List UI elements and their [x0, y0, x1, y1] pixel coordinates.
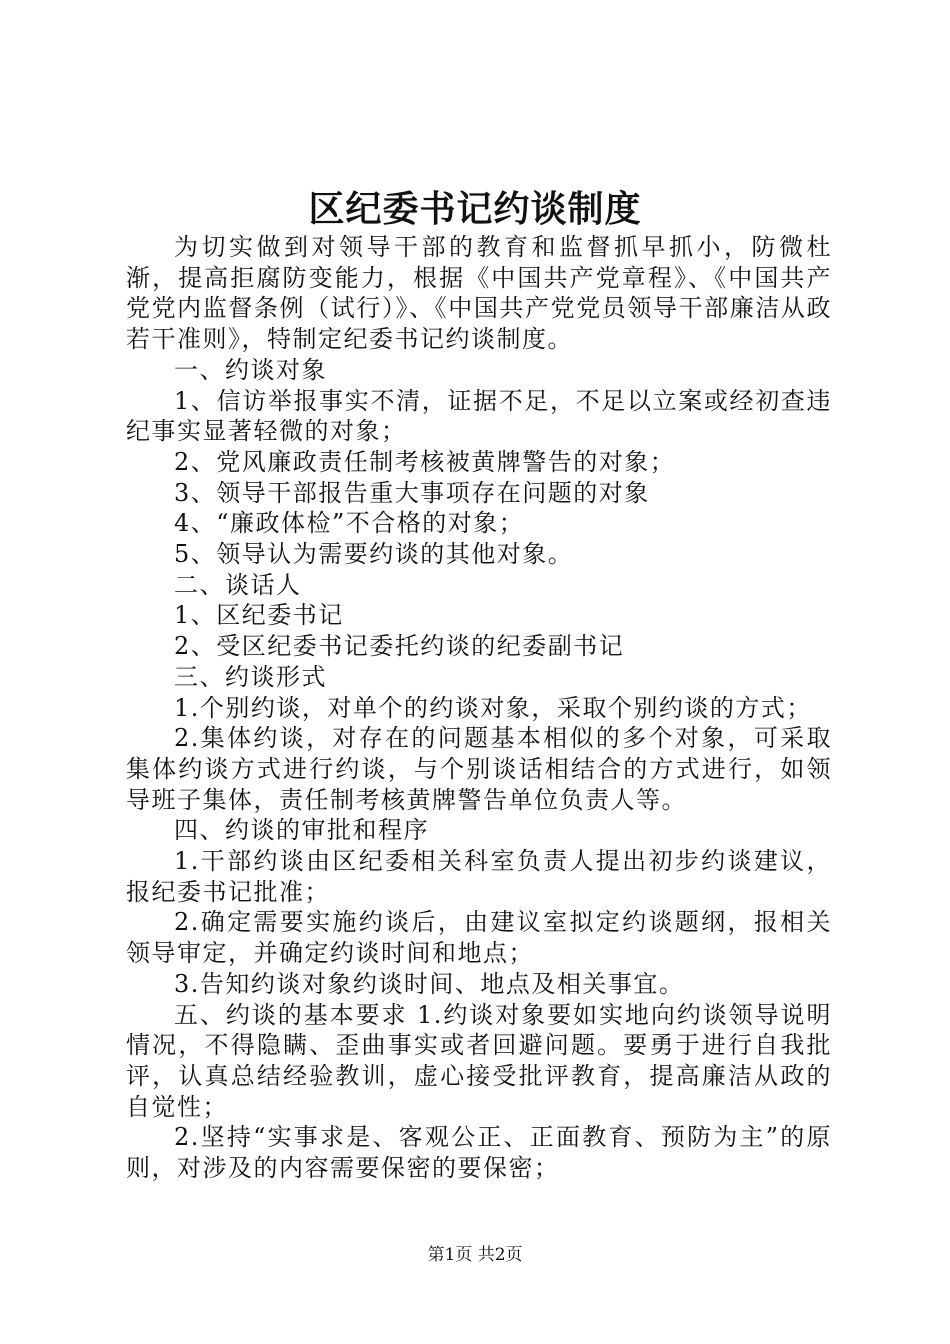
list-item: 4、“廉政体检”不合格的对象； — [174, 509, 525, 538]
list-item: 2.集体约谈，对存在的问题基本相似的多个对象，可采取集体约谈方式进行约谈，与个别谈话相结合的方式进行，如领导班子集体，责任制考核黄牌警告单位负责人等。 — [126, 724, 832, 814]
paragraph-intro: 为切实做到对领导干部的教育和监督抓早抓小，防微杜渐，提高拒腐防变能力，根据《中国共产党章程》、《中国共产党党内监督条例（试行）》、《中国共产党党员领导干部廉洁从政若干准则》，特制定纪委书记约谈制度。 — [126, 233, 832, 354]
list-item: 3、领导干部报告重大事项存在问题的对象 — [174, 478, 650, 507]
list-item: 2.坚持“实事求是、客观公正、正面教育、预防为主”的原则，对涉及的内容需要保密的要保密； — [126, 1123, 832, 1183]
section-heading-1: 一、约谈对象 — [174, 355, 327, 384]
list-item: 1.个别约谈，对单个的约谈对象，采取个别约谈的方式； — [174, 693, 812, 722]
list-item: 5、领导认为需要约谈的其他对象。 — [174, 540, 574, 569]
section-heading-2: 二、谈话人 — [174, 570, 302, 599]
document-body — [126, 232, 832, 1184]
section-heading-4: 四、约谈的审批和程序 — [174, 816, 429, 845]
section-heading-3: 三、约谈形式 — [174, 662, 327, 691]
list-item: 2、受区纪委书记委托约谈的纪委副书记 — [174, 632, 625, 661]
list-item: 1、区纪委书记 — [174, 601, 344, 630]
page-footer: 第1页 共2页 — [427, 1245, 523, 1265]
list-item: 1、信访举报事实不清，证据不足，不足以立案或经初查违纪事实显著轻微的对象； — [126, 386, 832, 446]
list-item: 2、党风廉政责任制考核被黄牌警告的对象； — [174, 447, 676, 476]
list-item: 2.确定需要实施约谈后，由建议室拟定约谈题纲，报相关领导审定，并确定约谈时间和地点； — [126, 908, 832, 968]
list-item: 1.干部约谈由区纪委相关科室负责人提出初步约谈建议，报纪委书记批准； — [126, 847, 832, 906]
list-item: 3.告知约谈对象约谈时间、地点及相关事宜。 — [174, 969, 685, 998]
section-heading-5: 五、约谈的基本要求 1.约谈对象要如实地向约谈领导说明情况，不得隐瞒、歪曲事实或者回避问题。要勇于进行自我批评，认真总结经验教训，虚心接受批评教育，提高廉洁从政的自觉性； — [126, 1000, 832, 1121]
document-title: 区纪委书记约谈制度 — [308, 188, 642, 230]
